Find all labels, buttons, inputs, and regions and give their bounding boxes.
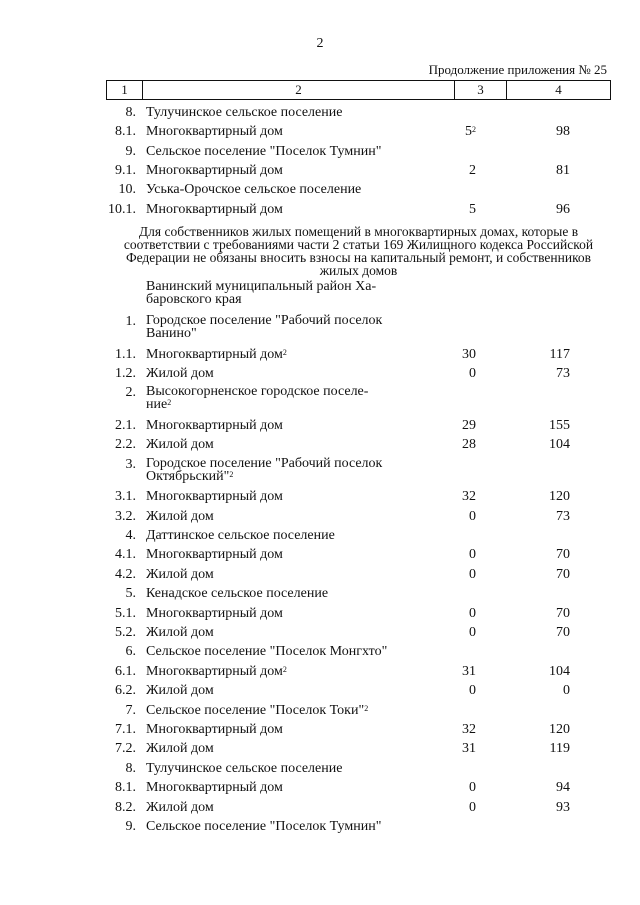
row-value-col4: 73 <box>556 508 570 524</box>
row-number: 1.1. <box>115 346 136 362</box>
footnote-marker: 2 <box>229 469 234 479</box>
table-row <box>0 740 640 758</box>
row-value-col4: 104 <box>549 663 570 679</box>
row-value-col4: 0 <box>563 683 570 699</box>
table-row <box>0 799 640 817</box>
row-name-text: Уська-Орочское сельское поселение <box>146 182 362 198</box>
table-row <box>0 546 640 564</box>
row-name-text: Даттинское сельское поселение <box>146 527 335 543</box>
row-name-text: Многоквартирный дом <box>146 721 283 737</box>
row-name-text: Жилой дом <box>146 566 214 582</box>
row-value-col4: 73 <box>556 365 570 381</box>
row-name <box>146 702 416 720</box>
row-value-col3: $5^2$ <box>465 124 476 140</box>
row-name-text: Жилой дом <box>146 799 214 815</box>
row-name <box>146 663 416 681</box>
row-value-col3: 2 <box>469 162 476 178</box>
row-name-text: Сельское поселение "Поселок Тумнин" <box>146 143 382 159</box>
row-value-col3: 0 <box>469 365 476 381</box>
row-number: 3.1. <box>115 489 136 505</box>
appendix-continuation: Продолжение приложения № 25 <box>428 62 607 77</box>
row-name-text: Многоквартирный дом <box>146 162 283 178</box>
row-name-text: Жилой дом <box>146 365 214 381</box>
row-value-col3: 5 <box>469 201 476 217</box>
row-number: 3. <box>125 456 136 472</box>
row-value-col3: 0 <box>469 683 476 699</box>
table-row <box>0 702 640 720</box>
table-row <box>0 384 640 414</box>
table-row <box>0 346 640 364</box>
row-value-col3: 31 <box>462 741 476 757</box>
row-number: 4. <box>125 527 136 543</box>
row-name <box>146 760 416 778</box>
row-value-col4: 96 <box>556 201 570 217</box>
row-name <box>146 457 416 483</box>
row-number: 10.1. <box>108 201 136 217</box>
table-row <box>0 605 640 623</box>
row-number: 6.1. <box>115 663 136 679</box>
row-name <box>146 527 416 545</box>
row-name-text: Многоквартирный дом <box>146 663 283 679</box>
row-number: 8.1. <box>115 124 136 140</box>
row-name <box>146 104 416 122</box>
header-col-1: 1 <box>107 81 143 99</box>
table-header <box>106 80 611 100</box>
table-row <box>0 162 640 180</box>
header-col-4: 4 <box>555 82 562 97</box>
row-number: 6.2. <box>115 683 136 699</box>
row-value-col4: 70 <box>556 566 570 582</box>
table-row <box>0 682 640 700</box>
row-name <box>146 417 416 435</box>
row-name <box>146 143 416 161</box>
row-value-col3: 30 <box>462 346 476 362</box>
row-number: 7.1. <box>115 721 136 737</box>
row-number: 4.1. <box>115 547 136 563</box>
row-value-col3: 32 <box>462 489 476 505</box>
row-name <box>146 643 416 661</box>
section-paragraph: Для собственников жилых помещений в многоквартирных домах, которые в соответствии с требованиями части 2 статьи 169 Жилищного кодекса Российской Федерации не обязаны вносить взносы на капитальный ремонт, и собственников жилых домов <box>123 224 594 278</box>
table-row <box>0 566 640 584</box>
row-name <box>146 181 416 199</box>
row-name-text: Жилой дом <box>146 624 214 640</box>
row-number: 9.1. <box>115 162 136 178</box>
row-name <box>146 585 416 603</box>
row-name-text: Сельское поселение "Поселок Токи" <box>146 702 365 718</box>
header-col-2: 2 <box>143 81 455 99</box>
row-name-text: Многоквартирный дом <box>146 417 283 433</box>
row-name-text: Многоквартирный дом <box>146 605 283 621</box>
row-name-text: Жилой дом <box>146 437 214 453</box>
row-name-line-1: Городское поселение "Рабочий поселок <box>146 313 383 328</box>
row-value-col4: 119 <box>549 741 570 757</box>
table-row <box>0 508 640 526</box>
row-value-col4: 81 <box>556 162 570 178</box>
row-name <box>146 682 416 700</box>
row-number: 7. <box>125 702 136 718</box>
row-number: 4.2. <box>115 566 136 582</box>
row-name <box>146 365 416 383</box>
page-number: 2 <box>316 36 324 51</box>
row-name <box>146 721 416 739</box>
row-name-text: Многоквартирный дом <box>146 201 283 217</box>
row-name <box>146 488 416 506</box>
table-row <box>0 488 640 506</box>
row-number: 2.2. <box>115 437 136 453</box>
table-row <box>0 663 640 681</box>
table-row <box>0 104 640 122</box>
row-name <box>146 546 416 564</box>
row-value-col3: 32 <box>462 721 476 737</box>
table-row <box>0 527 640 545</box>
table-row <box>0 779 640 797</box>
row-number: 9. <box>125 818 136 834</box>
row-name-text: Многоквартирный дом <box>146 346 283 362</box>
table-row <box>0 721 640 739</box>
row-name <box>146 201 416 219</box>
row-number: 7.2. <box>115 741 136 757</box>
row-value-col3: 0 <box>469 780 476 796</box>
row-number: 1. <box>125 314 136 329</box>
footnote-marker: 2 <box>282 347 287 357</box>
row-name-text: Многоквартирный дом <box>146 124 283 140</box>
row-name <box>146 346 416 364</box>
row-value-col4: 155 <box>549 417 570 433</box>
row-number: 1.2. <box>115 365 136 381</box>
row-name-line-2: Ванино" <box>146 326 197 341</box>
row-number: 5.1. <box>115 605 136 621</box>
row-value-col4: 117 <box>549 346 570 362</box>
row-value-col4: 70 <box>556 605 570 621</box>
table-row <box>0 585 640 603</box>
row-name-text: Многоквартирный дом <box>146 780 283 796</box>
row-value-col3: 0 <box>469 547 476 563</box>
row-value-col4: 120 <box>549 489 570 505</box>
footnote-marker: 2 <box>472 125 476 135</box>
row-name-text: Тулучинское сельское поселение <box>146 105 343 120</box>
row-name <box>146 624 416 642</box>
row-value-col3: 0 <box>469 605 476 621</box>
row-name <box>146 314 416 340</box>
row-value-col3: 0 <box>469 624 476 640</box>
table-row <box>0 201 640 219</box>
row-name-text: Сельское поселение "Поселок Тумнин" <box>146 818 382 834</box>
row-name-line-2: Октябрьский"$^2$ <box>146 468 234 484</box>
row-name-text: Жилой дом <box>146 741 214 757</box>
table-row <box>0 818 640 836</box>
row-number: 10. <box>118 182 136 198</box>
row-value-col4: 70 <box>556 547 570 563</box>
row-name <box>146 779 416 797</box>
row-name-text: Многоквартирный дом <box>146 489 283 505</box>
row-name-text: Кенадское сельское поселение <box>146 586 329 602</box>
table-row <box>0 365 640 383</box>
row-name <box>146 123 416 141</box>
row-value-col4: 94 <box>556 780 570 796</box>
row-number: 3.2. <box>115 508 136 524</box>
table-row <box>0 456 640 486</box>
row-name-line-1: Высокогорненское городское поселе- <box>146 384 369 400</box>
row-name-line-2: ние$^2$ <box>146 397 172 413</box>
row-number: 2. <box>125 385 136 401</box>
row-number: 2.1. <box>115 417 136 433</box>
row-name-text: Сельское поселение "Поселок Монгхто" <box>146 644 388 660</box>
row-name <box>146 436 416 454</box>
table-row <box>0 143 640 161</box>
row-value-col4: 98 <box>556 124 570 140</box>
district-line-1: Ванинский муниципальный район Ха- <box>146 279 377 294</box>
row-name <box>146 385 416 411</box>
district-heading <box>0 280 640 310</box>
row-number: 8.2. <box>115 799 136 815</box>
footnote-marker: 2 <box>282 664 287 674</box>
footnote-marker: 2 <box>364 703 369 713</box>
district-line-2: баровского края <box>146 292 242 307</box>
table-row <box>0 123 640 141</box>
row-number: 9. <box>125 143 136 159</box>
row-name <box>146 508 416 526</box>
row-name-text: Многоквартирный дом <box>146 547 283 563</box>
table-row <box>0 760 640 778</box>
row-number: 8. <box>125 105 136 120</box>
row-name <box>146 566 416 584</box>
row-name <box>146 162 416 180</box>
table-row <box>0 624 640 642</box>
table-row <box>0 417 640 435</box>
row-value-col3: 0 <box>469 799 476 815</box>
row-number: 8.1. <box>115 780 136 796</box>
table-row <box>0 181 640 199</box>
row-name <box>146 818 416 836</box>
header-col-3: 3 <box>455 81 507 99</box>
footnote-marker: 2 <box>167 398 172 408</box>
row-value-col4: 104 <box>549 437 570 453</box>
row-name <box>146 740 416 758</box>
row-number: 5.2. <box>115 624 136 640</box>
row-name <box>146 799 416 817</box>
row-value-col4: 70 <box>556 624 570 640</box>
row-name-text: Жилой дом <box>146 683 214 699</box>
row-value-col3: 31 <box>462 663 476 679</box>
row-number: 5. <box>125 586 136 602</box>
row-value-col3: 28 <box>462 437 476 453</box>
row-name <box>146 605 416 623</box>
row-number: 6. <box>125 644 136 660</box>
row-value-col3: 29 <box>462 417 476 433</box>
table-row <box>0 643 640 661</box>
row-value-col4: 120 <box>549 721 570 737</box>
row-name-text: Тулучинское сельское поселение <box>146 760 343 776</box>
table-row <box>0 436 640 454</box>
row-name-text: Жилой дом <box>146 508 214 524</box>
row-value-col3: 0 <box>469 566 476 582</box>
row-number: 8. <box>125 760 136 776</box>
row-value-col4: 93 <box>556 799 570 815</box>
table-row <box>0 313 640 343</box>
row-value-col3: 0 <box>469 508 476 524</box>
row-name-line-1: Городское поселение "Рабочий поселок <box>146 455 383 471</box>
